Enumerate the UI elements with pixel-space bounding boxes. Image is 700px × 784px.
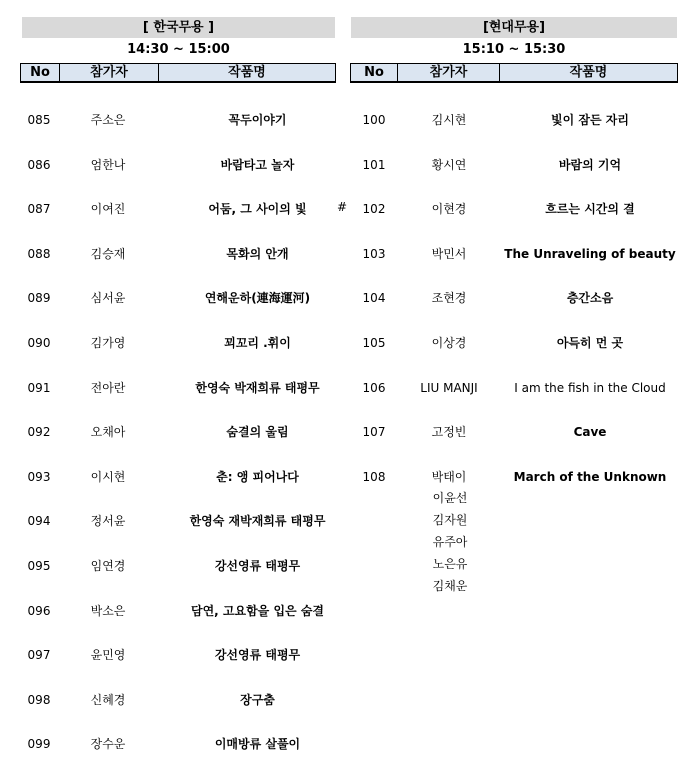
entry-number: 090 [27, 336, 51, 350]
entry-number: 097 [27, 648, 51, 663]
entry-number: 092 [27, 425, 51, 440]
work-title: 아득히 먼 곳 [556, 336, 624, 350]
entry-number: 101 [362, 157, 386, 172]
work-title: 어둠, 그 사이의 빛 [208, 202, 307, 217]
participant-name: 김시현 [431, 113, 467, 127]
participant-name: 박태이 [431, 469, 467, 484]
header-no: No [21, 64, 60, 81]
modern-dance-category: [현대무용] [351, 17, 677, 38]
korean-dance-time: 14:30 ~ 15:00 [127, 42, 230, 57]
table-row [350, 467, 678, 487]
participant-name: 임연경 [90, 559, 126, 573]
participant-name: 오채아 [90, 425, 126, 440]
work-title: 한영숙 박재희류 태평무 [195, 380, 320, 395]
table-row [350, 110, 678, 130]
entry-number: 093 [27, 469, 51, 484]
entry-number: 095 [27, 559, 51, 573]
entry-number: 106 [362, 380, 386, 395]
korean-dance-category: [ 한국무용 ] [22, 17, 335, 38]
work-title: 담연, 고요함을 입은 숨결 [190, 603, 324, 618]
group-member-name: 김자원 [432, 513, 468, 527]
participant-name: 박소은 [90, 603, 126, 618]
group-member-name: 노은유 [432, 557, 468, 571]
group-member-name: 이윤선 [432, 491, 468, 505]
work-title: 강선영류 태평무 [214, 648, 301, 663]
participant-name: 심서윤 [90, 291, 126, 306]
entry-number: 096 [27, 603, 51, 618]
table-row [20, 288, 336, 308]
work-title: Cave [573, 425, 607, 440]
work-title: 춘: 앵 피어나다 [216, 469, 299, 484]
participant-name: 이상경 [431, 336, 467, 350]
table-row [20, 422, 336, 442]
work-title: March of the Unknown [513, 469, 667, 484]
table-row [350, 155, 678, 175]
participant-name: 김가영 [90, 336, 126, 350]
entry-number: 091 [27, 380, 51, 395]
header-title: 작품명 [228, 65, 266, 80]
table-row [20, 199, 336, 219]
table-row [20, 601, 336, 621]
work-title: 흐르는 시간의 결 [545, 202, 635, 217]
work-title: 바람타고 놀자 [220, 157, 295, 172]
entry-number: 104 [362, 291, 386, 306]
work-title: 장구춤 [240, 692, 275, 707]
work-title: 한영숙 재박재희류 태평무 [189, 514, 326, 529]
entry-number: 094 [27, 514, 51, 529]
participant-name: 김승재 [90, 246, 126, 261]
work-title: 층간소음 [566, 291, 614, 306]
participant-name: 고정빈 [431, 425, 467, 440]
header-no: No [351, 64, 398, 81]
participant-name: 이여진 [90, 202, 126, 217]
entry-number: 088 [27, 246, 51, 261]
table-row [20, 511, 336, 531]
participant-name: 박민서 [431, 246, 467, 261]
table-row [20, 110, 336, 130]
header-title: 작품명 [569, 65, 608, 80]
header-name: 참가자 [398, 64, 500, 81]
table-row [350, 288, 678, 308]
work-title: 숨결의 울림 [226, 425, 289, 440]
korean-table-header [20, 63, 336, 83]
work-title: 바람의 기억 [558, 157, 622, 172]
entry-number: 099 [27, 737, 51, 752]
participant-name: 이시현 [90, 469, 126, 484]
entry-number: 089 [27, 291, 51, 306]
work-title: 꾀꼬리 .휘이 [224, 336, 291, 350]
table-row [20, 378, 336, 398]
table-row [350, 199, 678, 219]
work-title: 꼭두이야기 [228, 113, 287, 127]
entry-number: 108 [362, 469, 386, 484]
work-title: The Unraveling of beauty [504, 246, 676, 261]
table-row [350, 333, 678, 353]
work-title: 목화의 안개 [226, 246, 289, 261]
table-row [20, 645, 336, 665]
participant-name: 신혜경 [90, 692, 126, 707]
note-mark: # [337, 200, 348, 214]
modern-dance-time: 15:10 ~ 15:30 [462, 42, 566, 57]
modern-table-header [350, 63, 678, 83]
table-row [20, 556, 336, 576]
entry-number: 087 [27, 202, 51, 217]
entry-number: 103 [362, 246, 386, 261]
entry-number: 085 [27, 113, 51, 127]
participant-name: 전아란 [90, 380, 126, 395]
participant-name: 주소은 [90, 113, 126, 127]
participant-name: 황시연 [431, 157, 467, 172]
table-row [20, 690, 336, 710]
work-title: I am the fish in the Cloud [514, 380, 666, 395]
table-row [350, 378, 678, 398]
participant-name: 윤민영 [90, 648, 126, 663]
table-row [20, 467, 336, 487]
participant-name: 정서윤 [90, 514, 126, 529]
work-title: 빛이 잠든 자리 [551, 113, 629, 127]
table-row [350, 422, 678, 442]
group-member-name: 유주아 [432, 535, 468, 549]
entry-number: 105 [362, 336, 386, 350]
participant-name: 조현경 [431, 291, 467, 306]
header-name: 참가자 [60, 64, 159, 81]
participant-name: 장수운 [90, 737, 126, 752]
entry-number: 098 [27, 692, 51, 707]
entry-number: 102 [362, 202, 386, 217]
entry-number: 100 [362, 113, 386, 127]
entry-number: 107 [362, 425, 386, 440]
table-row [20, 734, 336, 754]
table-row [350, 244, 678, 264]
table-row [20, 333, 336, 353]
work-title: 연해운하(連海運河) [204, 291, 311, 306]
work-title: 강선영류 태평무 [214, 559, 301, 573]
table-row [20, 155, 336, 175]
table-row [20, 244, 336, 264]
participant-name: LIU MANJI [420, 380, 478, 395]
entry-number: 086 [27, 157, 51, 172]
group-member-name: 김채운 [432, 579, 468, 593]
participant-name: 이현경 [431, 202, 467, 217]
work-title: 이매방류 살풀이 [214, 737, 301, 752]
participant-name: 엄한나 [90, 157, 126, 172]
